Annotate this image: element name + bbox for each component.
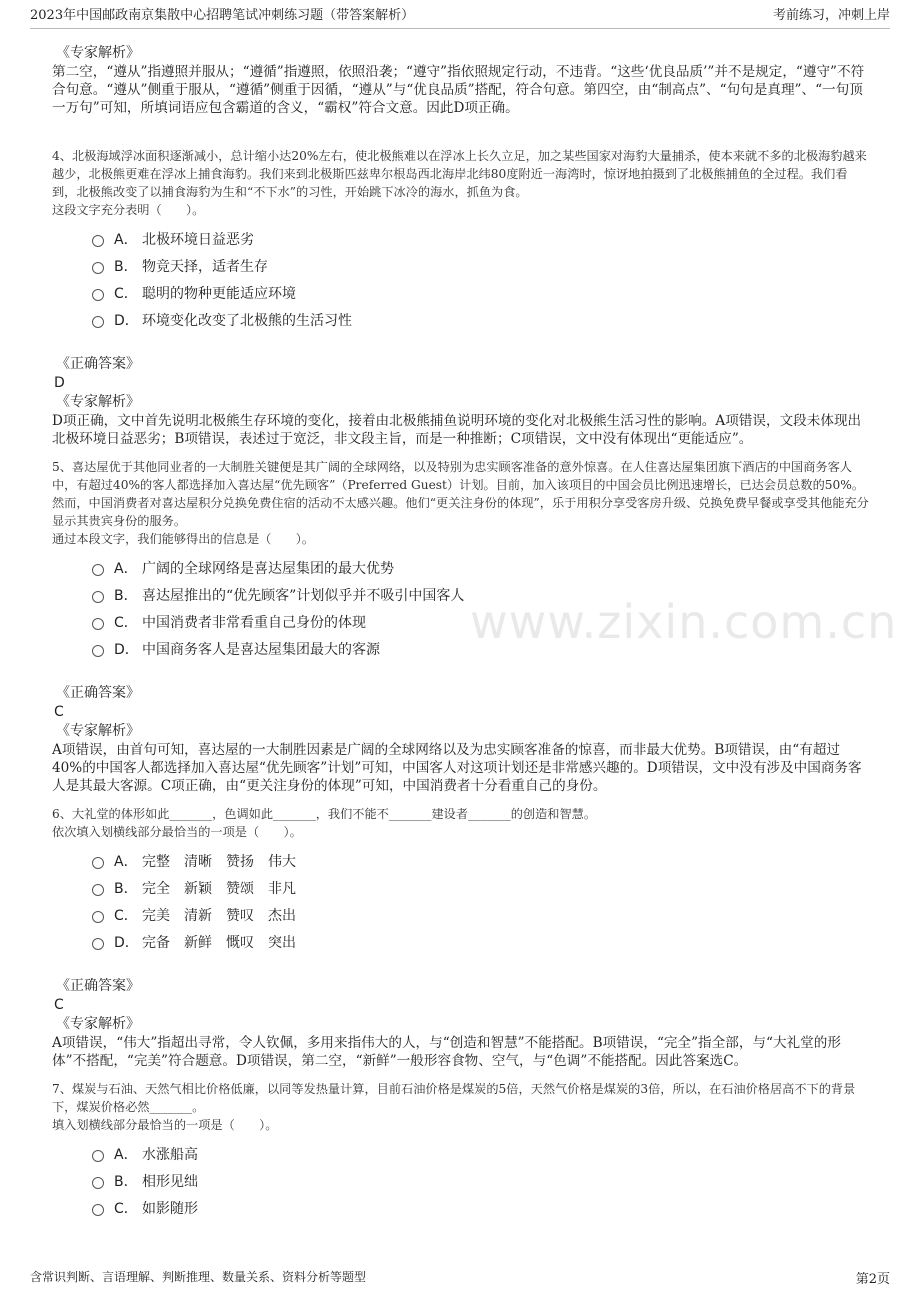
option-list — [92, 554, 870, 662]
option-word: 赞叹 — [226, 907, 254, 924]
correct-answer-label: 《正确答案》 — [56, 356, 140, 372]
option-a[interactable]: A． 广阔的全球网络是喜达屋集团的最大优势 — [92, 554, 870, 581]
header-slogan: 考前练习，冲刺上岸 — [772, 8, 890, 23]
page-footer — [30, 1268, 890, 1285]
option-word: 完整 — [142, 853, 170, 870]
option-text: 广阔的全球网络是喜达屋集团的最大优势 — [142, 560, 394, 577]
option-word: 赞扬 — [226, 853, 254, 870]
page-content — [52, 44, 870, 1221]
option-list — [92, 225, 870, 333]
expert-analysis-label: 《专家解析》 — [56, 723, 140, 739]
document-title: 2023年中国邮政南京集散中心招聘笔试冲刺练习题（带答案解析） — [30, 8, 415, 23]
question-stem: 7、煤炭与石油、天然气相比价格低廉，以同等发热量计算，目前石油价格是煤炭的5倍，天然气价格是煤炭的3倍，所以，在石油价格居高不下的背景下，煤炭价格必然_______。 — [52, 1082, 856, 1114]
expert-analysis-text: A项错误，“伟大”指超出寻常，令人钦佩，多用来指伟大的人，与“创造和智慧”不能搭配。B项错误，“完全”指全部，与“大礼堂的形体”不搭配，“完美”符合题意。D项错误，第二空，“新鲜”一般形容食物、空气，与“色调”不能搭配。因此答案选C。 — [52, 1035, 841, 1069]
option-word: 杰出 — [268, 907, 296, 924]
option-text: 物竞天择，适者生存 — [142, 258, 268, 275]
radio-icon[interactable] — [92, 235, 104, 247]
option-word: 清晰 — [184, 853, 212, 870]
page-header — [30, 6, 890, 29]
radio-icon[interactable] — [92, 262, 104, 274]
expert-analysis-text: A项错误，由首句可知，喜达屋的一大制胜因素是广阔的全球网络以及为忠实顾客准备的惊喜，而非最大优势。B项错误，由“有超过40%的中国客人都选择加入喜达屋“优先顾客”计划”可知，中国客人对这项计划还是非常感兴趣的。D项错误，文中没有涉及中国商务客人是其最大客源。C项正确，由“更关注身份的体现”可知，中国消费者十分看重自己的身份。 — [52, 742, 862, 794]
correct-answer-label: 《正确答案》 — [56, 978, 140, 994]
option-c[interactable]: C． 完美 清新 赞叹 杰出 — [92, 901, 870, 928]
radio-icon[interactable] — [92, 1150, 104, 1162]
footer-note: 含常识判断、言语理解、判断推理、数量关系、资料分析等题型 — [30, 1270, 367, 1284]
option-word: 完美 — [142, 907, 170, 924]
question-5 — [52, 458, 870, 795]
option-word: 清新 — [184, 907, 212, 924]
radio-icon[interactable] — [92, 857, 104, 869]
option-word: 新颖 — [184, 880, 212, 897]
option-word: 突出 — [268, 934, 296, 951]
expert-analysis-text: D项正确，文中首先说明北极熊生存环境的变化，接着由北极熊捕鱼说明环境的变化对北极熊生活习性的影响。A项错误，文段未体现出北极环境日益恶劣；B项错误，表述过于宽泛，非文段主旨，而是一种推断；C项错误，文中没有体现出“更能适应”。 — [52, 413, 862, 447]
question-prompt: 这段文字充分表明（ ）。 — [52, 203, 205, 217]
correct-answer: D — [54, 375, 65, 391]
radio-icon[interactable] — [92, 591, 104, 603]
option-d[interactable]: D． 中国商务客人是喜达屋集团最大的客源 — [92, 635, 870, 662]
question-7 — [52, 1080, 870, 1221]
radio-icon[interactable] — [92, 645, 104, 657]
option-word: 完备 — [142, 934, 170, 951]
option-d[interactable]: D． 完备 新鲜 慨叹 突出 — [92, 928, 870, 955]
watermark: www.zixin.com.cn — [470, 595, 898, 649]
correct-answer: C — [54, 997, 64, 1013]
question-6 — [52, 805, 870, 1070]
question-prompt: 通过本段文字，我们能够得出的信息是（ ）。 — [52, 532, 315, 546]
expert-analysis-label: 《专家解析》 — [56, 394, 140, 410]
question-stem: 5、喜达屋优于其他同业者的一大制胜关键便是其广阔的全球网络，以及特别为忠实顾客准备的意外惊喜。在人住喜达屋集团旗下酒店的中国商务客人中，有超过40%的客人都选择加入喜达屋“优先顾客”（Preferred Guest）计划。目前，加入该项目的中国会员比例迅速增长，已达会员总数的50%。然而，中国消费者对喜达屋积分兑换免费住宿的活动不太感兴趣。他们“更关注身份的体现”，乐于用积分享受客房升级、兑换免费早餐或享受其他能充分显示其贵宾身份的服务。 — [52, 460, 869, 528]
option-word: 非凡 — [268, 880, 296, 897]
question-prompt: 依次填入划横线部分最恰当的一项是（ ）。 — [52, 825, 302, 839]
option-text: 相形见绌 — [142, 1173, 198, 1190]
option-b[interactable]: B． 物竞天择，适者生存 — [92, 252, 870, 279]
option-c[interactable]: C． 中国消费者非常看重自己身份的体现 — [92, 608, 870, 635]
correct-answer-label: 《正确答案》 — [56, 685, 140, 701]
option-text: 环境变化改变了北极熊的生活习性 — [142, 312, 352, 329]
option-word: 伟大 — [268, 853, 296, 870]
question-prompt: 填入划横线部分最恰当的一项是（ ）。 — [52, 1118, 278, 1132]
expert-analysis-label: 《专家解析》 — [56, 1016, 140, 1032]
option-word: 慨叹 — [226, 934, 254, 951]
radio-icon[interactable] — [92, 564, 104, 576]
option-list — [92, 1140, 870, 1221]
radio-icon[interactable] — [92, 884, 104, 896]
expert-analysis-label: 《专家解析》 — [56, 45, 140, 61]
option-b[interactable]: B． 喜达屋推出的“优先顾客”计划似乎并不吸引中国客人 — [92, 581, 870, 608]
option-list — [92, 847, 870, 955]
option-b[interactable]: B． 完全 新颖 赞颂 非凡 — [92, 874, 870, 901]
option-text: 中国消费者非常看重自己身份的体现 — [142, 614, 366, 631]
option-text: 中国商务客人是喜达屋集团最大的客源 — [142, 641, 380, 658]
option-c[interactable]: C． 如影随形 — [92, 1194, 870, 1221]
option-text: 如影随形 — [142, 1200, 198, 1217]
option-text: 聪明的物种更能适应环境 — [142, 285, 296, 302]
option-c[interactable]: C． 聪明的物种更能适应环境 — [92, 279, 870, 306]
option-word: 赞颂 — [226, 880, 254, 897]
option-a[interactable]: A． 北极环境日益恶劣 — [92, 225, 870, 252]
option-text: 水涨船高 — [142, 1146, 198, 1163]
radio-icon[interactable] — [92, 911, 104, 923]
option-d[interactable]: D． 环境变化改变了北极熊的生活习性 — [92, 306, 870, 333]
option-word: 完全 — [142, 880, 170, 897]
question-stem: 4、北极海域浮冰面积逐渐减小，总计缩小达20%左右，使北极熊难以在浮冰上长久立足，加之某些国家对海豹大量捕杀，使本来就不多的北极海豹越来越少，北极熊更难在浮冰上捕食海豹。我们来到北极斯匹兹卑尔根岛西北海岸北纬80度附近一海湾时，惊讶地拍摄到了北极熊捕鱼的全过程。我们看到，北极熊改变了以捕食海豹为生和“不下水”的习性，开始跳下冰冷的海水，抓鱼为食。 — [52, 149, 867, 199]
option-b[interactable]: B． 相形见绌 — [92, 1167, 870, 1194]
radio-icon[interactable] — [92, 289, 104, 301]
option-a[interactable]: A． 水涨船高 — [92, 1140, 870, 1167]
radio-icon[interactable] — [92, 1204, 104, 1216]
page-number: 第2页 — [855, 1272, 890, 1287]
option-text: 北极环境日益恶劣 — [142, 231, 254, 248]
radio-icon[interactable] — [92, 1177, 104, 1189]
radio-icon[interactable] — [92, 938, 104, 950]
correct-answer: C — [54, 704, 64, 720]
option-a[interactable]: A． 完整 清晰 赞扬 伟大 — [92, 847, 870, 874]
radio-icon[interactable] — [92, 316, 104, 328]
question-stem: 6、大礼堂的体形如此_______，色调如此_______，我们不能不_______建设者_______的创造和智慧。 — [52, 807, 597, 821]
option-text: 喜达屋推出的“优先顾客”计划似乎并不吸引中国客人 — [142, 587, 465, 604]
expert-analysis-text: 第二空，“遵从”指遵照并服从；“遵循”指遵照，依照沿袭；“遵守”指依照规定行动，不违背。“这些‘优良品质’”并不是规定，“遵守”不符合句意。“遵从”侧重于服从，“遵循”侧重于因循，“遵从”与“优良品质”搭配，符合句意。第四空，由“制高点”、“句句是真理”、“一句顶一万句”可知，所填词语应包含霸道的含义，“霸权”符合文意。因此D项正确。 — [52, 64, 865, 116]
radio-icon[interactable] — [92, 618, 104, 630]
option-word: 新鲜 — [184, 934, 212, 951]
question-4 — [52, 147, 870, 448]
